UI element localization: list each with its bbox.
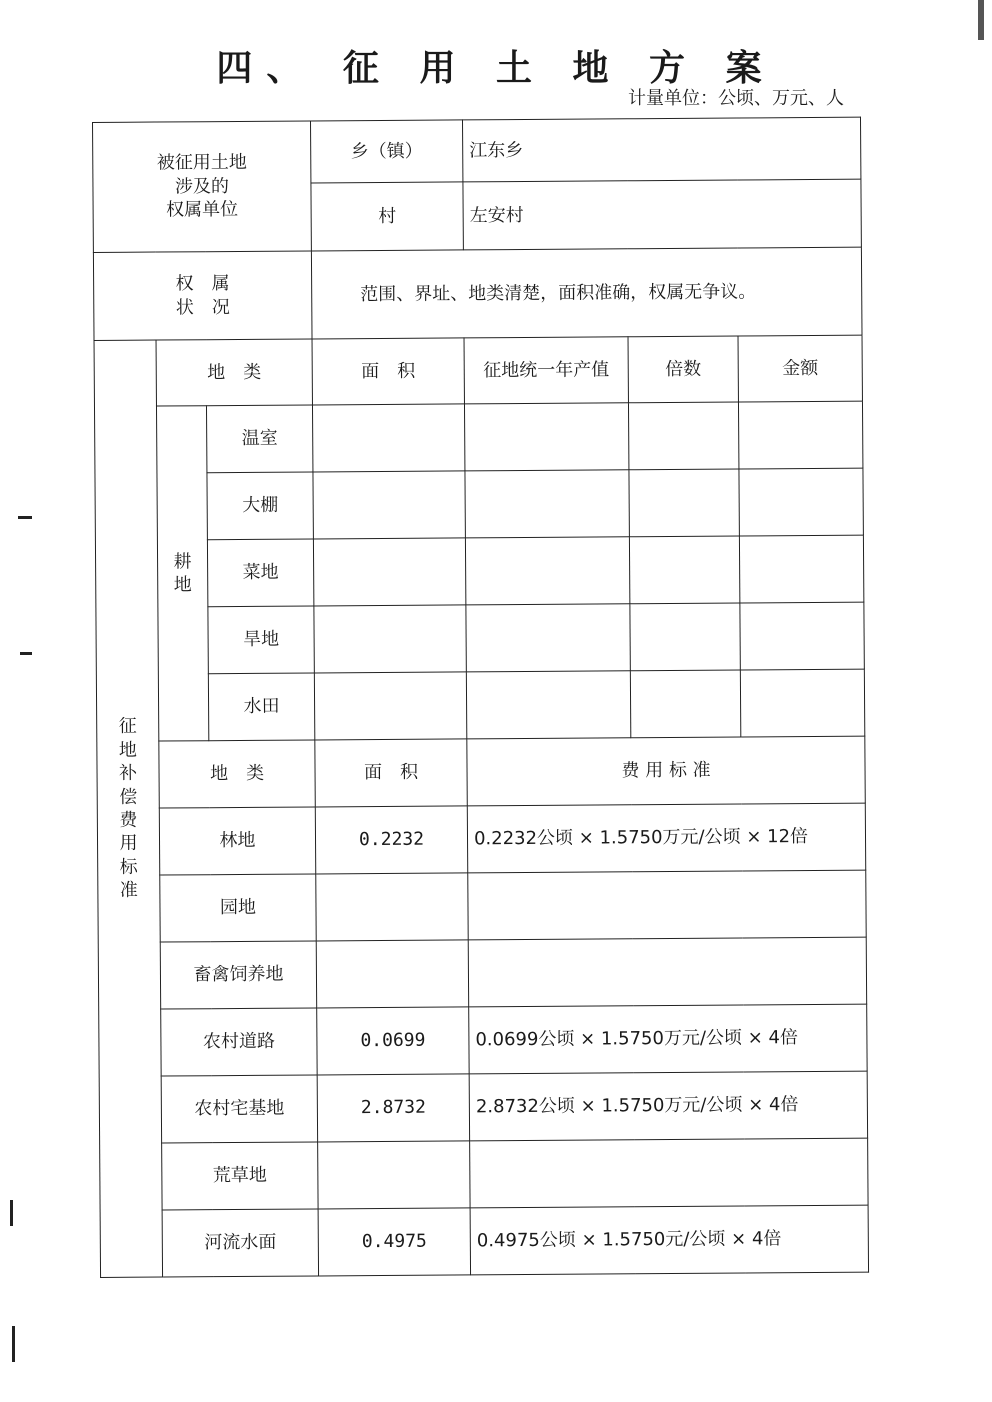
other-area: 0.0699 <box>317 1007 469 1075</box>
other-type: 农村宅基地 <box>161 1075 317 1143</box>
other-type: 农村道路 <box>161 1008 317 1076</box>
compensation-section-label <box>94 340 163 1277</box>
owner-label-cell <box>93 121 312 253</box>
cultivated-area <box>313 471 465 539</box>
cultivated-multiple <box>629 469 739 537</box>
other-standard <box>468 870 866 940</box>
header-amount: 金额 <box>738 335 862 402</box>
owner-label-line: 权属单位 <box>166 199 239 221</box>
page-title: 四、 征 用 土 地 方 案 <box>216 48 776 89</box>
other-area: 0.2232 <box>315 806 467 874</box>
cultivated-amount <box>738 401 862 469</box>
owner-label-line: 被征用土地 <box>156 152 247 174</box>
cultivated-multiple <box>629 536 739 604</box>
village-value: 左安村 <box>463 179 861 250</box>
cultivated-amount <box>739 468 863 536</box>
cultivated-type: 温室 <box>206 405 312 473</box>
section-char: 地 <box>118 739 137 761</box>
cultivated-label <box>156 406 208 741</box>
ownership-status-label-line: 权 属 <box>175 273 230 295</box>
cultivated-type: 大棚 <box>207 472 313 540</box>
other-area <box>318 1141 470 1209</box>
cultivated-type: 旱地 <box>208 606 314 674</box>
other-type: 畜禽饲养地 <box>160 941 316 1009</box>
other-type: 河流水面 <box>162 1209 318 1277</box>
cultivated-area <box>312 404 464 472</box>
scan-edge-mark <box>10 1200 13 1226</box>
other-standard: 2.8732公顷 × 1.5750万元/公顷 × 4倍 <box>469 1071 867 1141</box>
header2-area: 面 积 <box>315 739 467 807</box>
cultivated-multiple <box>630 670 740 738</box>
header2-fee-standard: 费 用 标 准 <box>467 736 865 806</box>
cultivated-type: 菜地 <box>207 539 313 607</box>
cultivated-area <box>314 672 466 740</box>
scan-edge-mark <box>20 652 32 655</box>
cultivated-output <box>466 604 630 672</box>
other-type: 荒草地 <box>162 1142 318 1210</box>
section-char: 补 <box>118 762 138 785</box>
other-type: 林地 <box>159 807 315 875</box>
other-standard <box>468 937 866 1007</box>
cultivated-area <box>313 538 465 606</box>
header-area: 面 积 <box>312 338 464 405</box>
header-land-type: 地 类 <box>156 339 312 406</box>
land-acquisition-table <box>92 117 869 1278</box>
header-multiple: 倍数 <box>628 336 738 403</box>
cultivated-output <box>466 671 630 739</box>
other-standard: 0.0699公顷 × 1.5750万元/公顷 × 4倍 <box>469 1004 867 1074</box>
cultivated-area <box>314 605 466 673</box>
unit-note: 计量单位：公顷、万元、人 <box>628 88 844 109</box>
cultivated-multiple <box>630 603 740 671</box>
village-label: 村 <box>311 182 463 251</box>
other-area: 0.4975 <box>318 1208 470 1276</box>
section-char: 标 <box>119 856 138 878</box>
scan-edge-mark <box>978 0 984 40</box>
section-char: 费 <box>119 809 138 831</box>
township-value: 江东乡 <box>463 117 861 182</box>
cultivated-char: 地 <box>173 574 192 596</box>
section-char: 征 <box>118 716 137 738</box>
cultivated-amount <box>739 535 863 603</box>
other-standard: 0.2232公顷 × 1.5750万元/公顷 × 12倍 <box>467 803 865 873</box>
other-type: 园地 <box>160 874 316 942</box>
other-standard <box>470 1138 868 1208</box>
section-char: 偿 <box>119 786 138 808</box>
township-label: 乡（镇） <box>311 120 463 183</box>
scan-edge-mark <box>12 1326 15 1362</box>
ownership-status-label-line: 状 况 <box>175 296 230 318</box>
cultivated-output <box>464 403 628 471</box>
cultivated-output <box>465 537 629 605</box>
cultivated-amount <box>740 669 864 737</box>
other-standard: 0.4975公顷 × 1.5750元/公顷 × 4倍 <box>470 1205 868 1275</box>
ownership-status-value: 范围、界址、地类清楚，面积准确，权属无争议。 <box>311 247 862 339</box>
ownership-status-label-cell <box>93 251 312 341</box>
cultivated-multiple <box>628 402 738 470</box>
section-char: 用 <box>119 833 138 855</box>
cultivated-char: 耕 <box>173 550 192 573</box>
owner-label-line: 涉及的 <box>174 175 230 198</box>
other-area: 2.8732 <box>317 1074 469 1142</box>
cultivated-type: 水田 <box>208 673 314 741</box>
header-annual-output: 征地统一年产值 <box>464 337 628 404</box>
header2-land-type: 地 类 <box>159 740 315 808</box>
cultivated-output <box>465 470 629 538</box>
other-area <box>316 873 468 941</box>
scan-edge-mark <box>18 516 32 519</box>
other-area <box>316 940 468 1008</box>
section-char: 准 <box>119 879 138 901</box>
cultivated-amount <box>740 602 864 670</box>
